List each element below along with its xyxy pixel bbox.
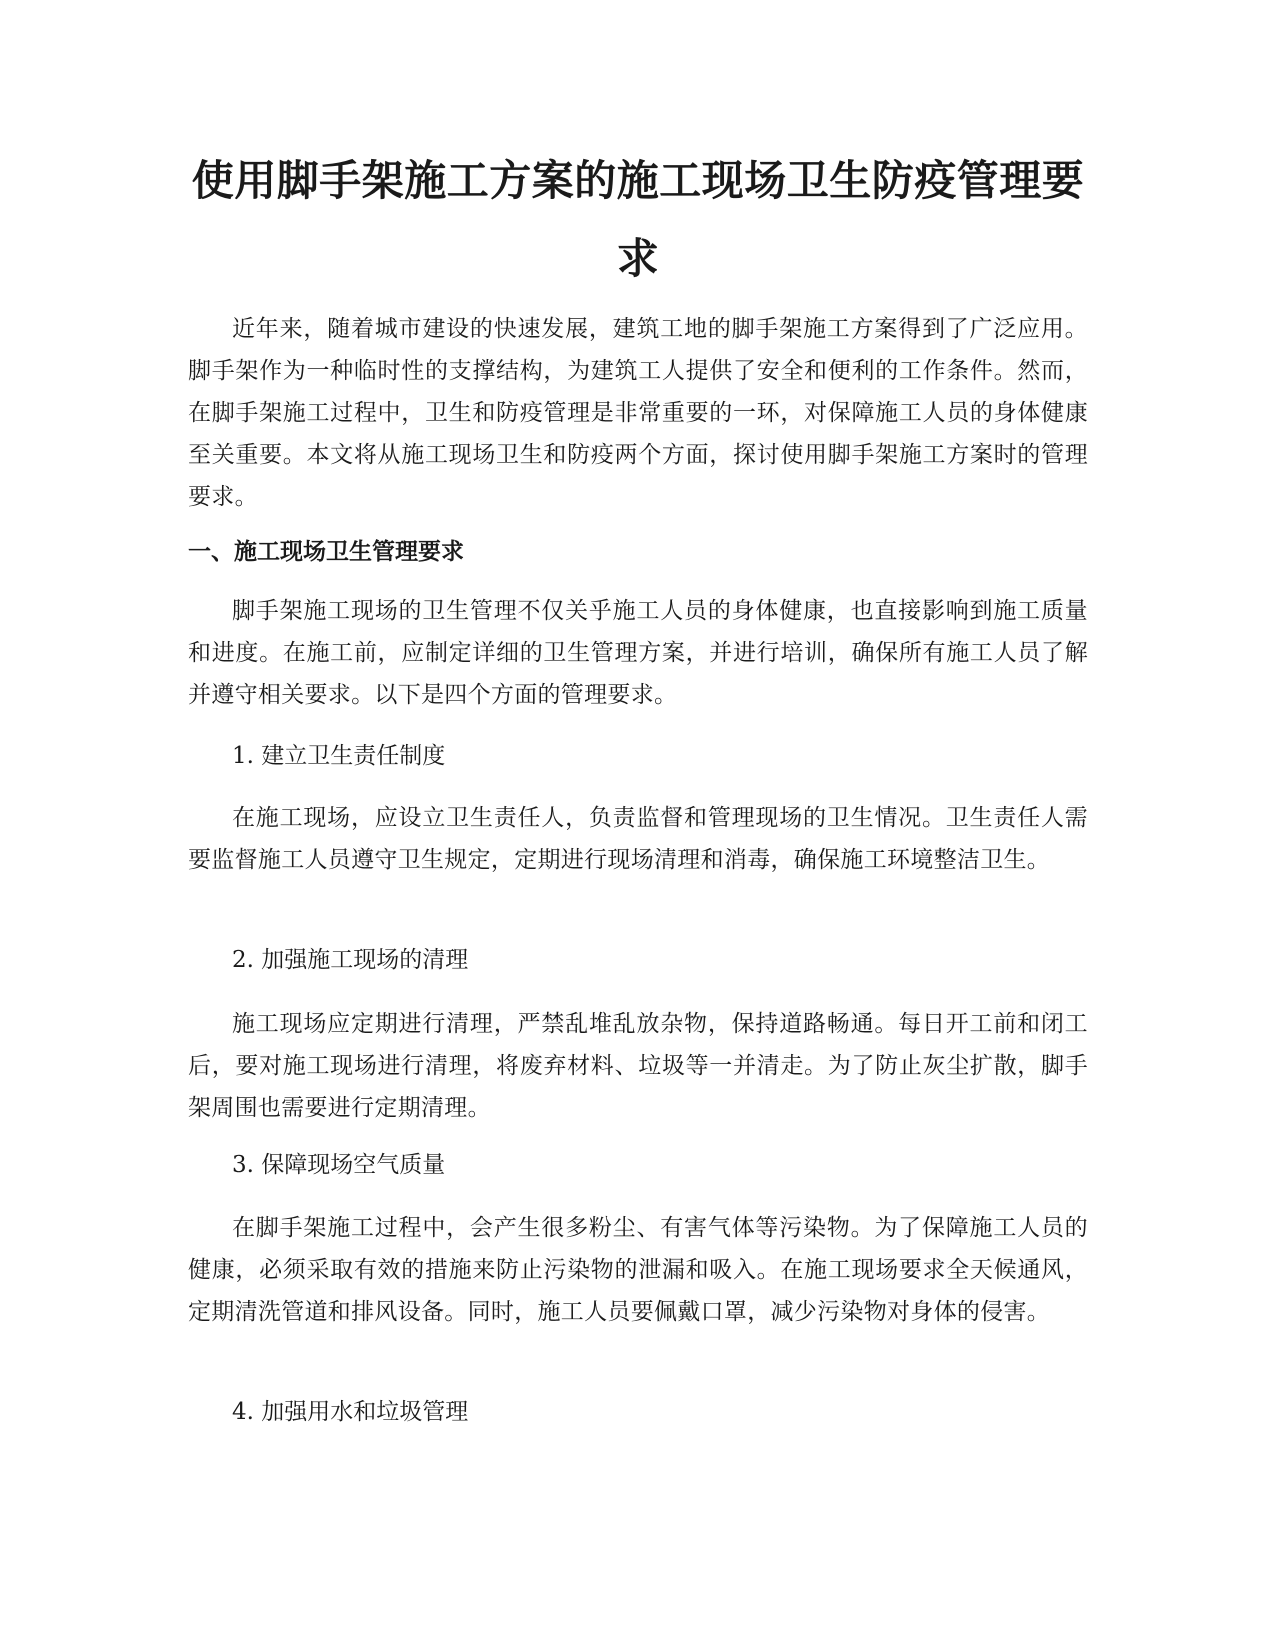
intro-paragraph: 近年来，随着城市建设的快速发展，建筑工地的脚手架施工方案得到了广泛应用。脚手架作为一种临时性的支撑结构，为建筑工人提供了安全和便利的工作条件。然而，在脚手架施工过程中，卫生和防疫管理是非常重要的一环，对保障施工人员的身体健康至关重要。本文将从施工现场卫生和防疫两个方面，探讨使用脚手架施工方案时的管理要求。 bbox=[188, 316, 1088, 510]
list-item-paragraph: 在施工现场，应设立卫生责任人，负责监督和管理现场的卫生情况。卫生责任人需要监督施工人员遵守卫生规定，定期进行现场清理和消毒，确保施工环境整洁卫生。 bbox=[188, 805, 1088, 873]
list-item-paragraph: 在脚手架施工过程中，会产生很多粉尘、有害气体等污染物。为了保障施工人员的健康，必须采取有效的措施来防止污染物的泄漏和吸入。在施工现场要求全天候通风，定期清洗管道和排风设备。同时，施工人员要佩戴口罩，减少污染物对身体的侵害。 bbox=[188, 1215, 1088, 1325]
section-intro-paragraph: 脚手架施工现场的卫生管理不仅关乎施工人员的身体健康，也直接影响到施工质量和进度。在施工前，应制定详细的卫生管理方案，并进行培训，确保所有施工人员了解并遵守相关要求。以下是四个方面的管理要求。 bbox=[188, 598, 1088, 708]
list-item-label: 3. 保障现场空气质量 bbox=[232, 1152, 446, 1178]
document-title: 使用脚手架施工方案的施工现场卫生防疫管理要求 bbox=[191, 156, 1085, 283]
list-item-label: 4. 加强用水和垃圾管理 bbox=[232, 1399, 469, 1425]
list-item-label: 2. 加强施工现场的清理 bbox=[232, 947, 469, 973]
section-heading: 一、施工现场卫生管理要求 bbox=[188, 539, 464, 565]
list-item-paragraph: 施工现场应定期进行清理，严禁乱堆乱放杂物，保持道路畅通。每日开工前和闭工后，要对施工现场进行清理，将废弃材料、垃圾等一并清走。为了防止灰尘扩散，脚手架周围也需要进行定期清理。 bbox=[188, 1011, 1088, 1121]
list-item-label: 1. 建立卫生责任制度 bbox=[232, 743, 446, 769]
